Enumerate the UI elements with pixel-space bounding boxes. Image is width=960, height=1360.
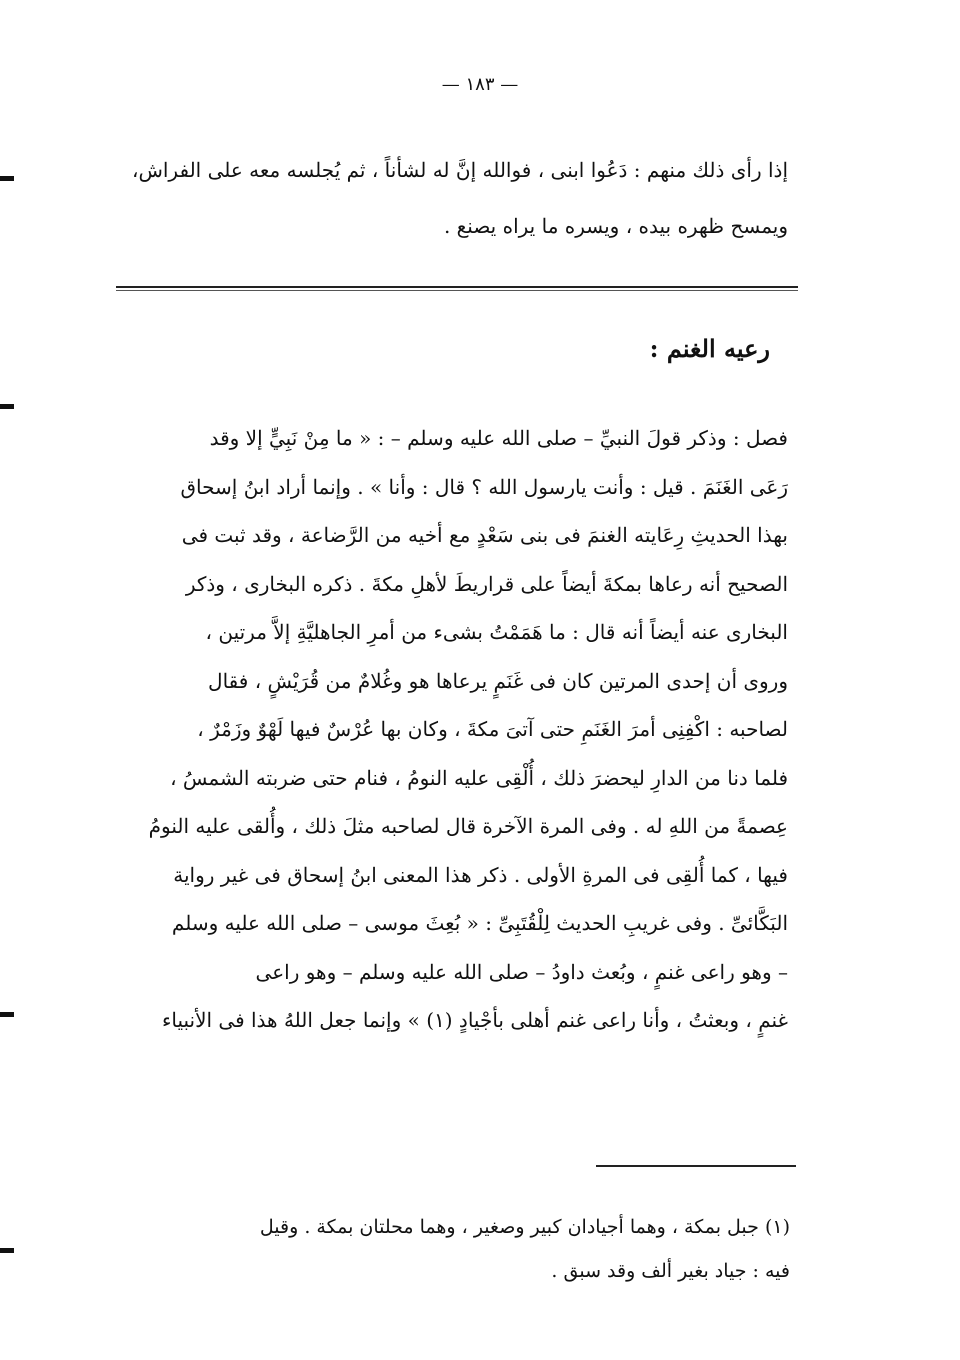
- text-line: – وهو راعى غنمٍ ، وبُعث داودُ – صلى الله عليه وسلم – وهو راعى: [255, 959, 788, 984]
- main-paragraph: [120, 414, 788, 1045]
- text-line: فصل : وذكر قولَ النبيِّ – صلى الله عليه وسلم – : « ما مِنْ نَبِيٍّ إلا وقد: [209, 426, 788, 450]
- page-number: — ١٨٣ —: [441, 74, 519, 95]
- text-line: رَعَى الغَنَمَ . قيل : وأنت يارسول الله ؟ قال : وأنا » . وإنما أراد ابنُ إسحاق: [180, 474, 788, 499]
- footnote: [130, 1205, 790, 1293]
- text-line: ويمسح ظهره بيده ، ويسره ما يراه يصنع .: [443, 214, 788, 238]
- section-heading: رعيه الغنم :: [649, 334, 770, 363]
- footnote-line: فيه : جياد بغير ألف وقد سبق .: [551, 1260, 790, 1282]
- text-line: إذا رأى ذلك منهم : دَعُوا ابنى ، فوالله إنَّ له لشأناً ، ثم يُجلسه معه على الفراش،: [131, 158, 788, 182]
- text-line: وروى أن إحدى المرتين كان فى غَنَمٍ يرعاها هو وغُلامٌ من قُرَيْشٍ ، فقال: [208, 668, 788, 693]
- margin-mark: [0, 1012, 14, 1017]
- text-line: فلما دنا من الدارِ ليحضرَ ذلك ، أُلْقِى عليه النومُ ، فنام حتى ضربته الشمسُ ،: [170, 765, 788, 790]
- text-line: لصاحبه : اكْفِنِى أمرَ الغَنَمِ حتى آتىَ مكةَ ، وكان بها عُرْسٌ فيها لَهْوٌ وزَمْرٌ ،: [197, 717, 788, 741]
- section-divider: [116, 286, 798, 288]
- footnote-line: (١) جبل بمكة ، وهما أجيادان كبير وصغير ، وهما محلتان بمكة . وقيل: [259, 1216, 790, 1238]
- text-line: غنمٍ ، وبعثتُ ، وأنا راعى غنم أهلى بأجْيادٍ (١) » وإنما جعل اللهُ هذا فى الأنبياء: [161, 1008, 788, 1032]
- text-line: الصحيح أنه رعاها بمكةَ أيضاً على قراريطَ لأهلِ مكةَ . ذكره البخارى ، وذكر: [185, 571, 788, 596]
- text-line: عِصمةً من اللهِ له . وفى المرة الآخرة قال لصاحبه مثلَ ذلك ، وأُلقى عليه النومُ: [148, 814, 788, 838]
- continued-paragraph: [120, 142, 788, 254]
- text-line: فيها ، كما أُلقِى فى المرةِ الأولى . ذكر هذا المعنى ابنُ إسحاق فى غير رواية: [173, 862, 788, 887]
- margin-mark: [0, 1248, 14, 1253]
- margin-mark: [0, 404, 14, 409]
- footnote-divider: [596, 1165, 796, 1167]
- text-line: البخارى عنه أيضاً أنه قال : ما هَمَمْتُ بشىء من أمرِ الجاهليَّةِ إلاَّ مرتين ،: [205, 620, 788, 644]
- text-line: البَكَّائىِّ . وفى غريبِ الحديث لِلْقُتَبِىِّ : « بُعِثَ موسى – صلى الله عليه وسلم: [171, 911, 788, 935]
- text-line: بهذا الحديثِ رِعَايته الغنمَ فى بنى سَعْدٍ مع أخيه من الرَّضاعة ، وقد ثبت فى: [181, 523, 788, 547]
- margin-mark: [0, 176, 14, 181]
